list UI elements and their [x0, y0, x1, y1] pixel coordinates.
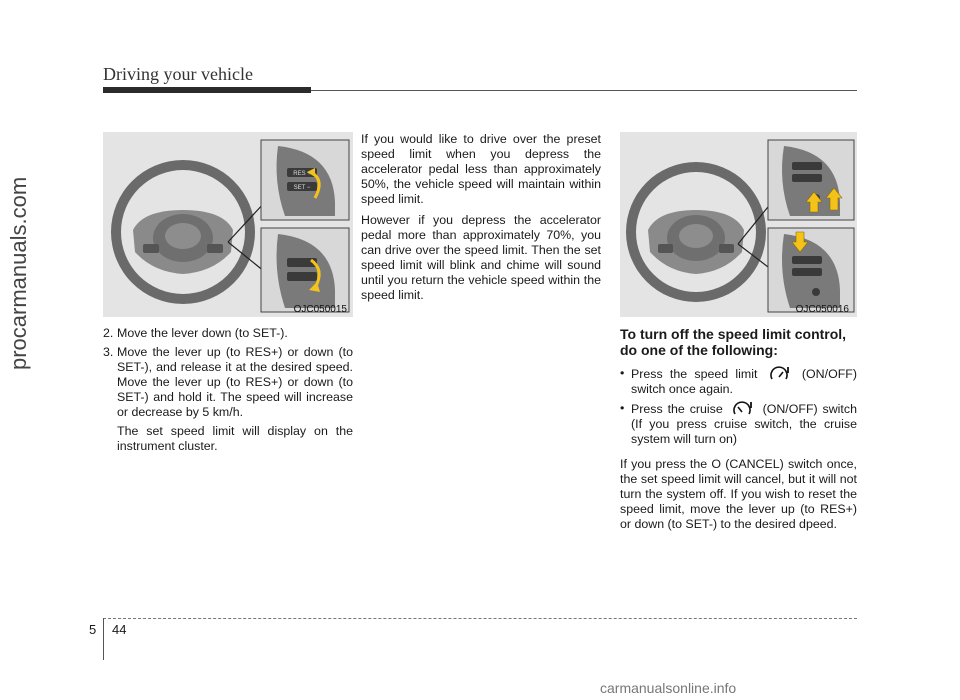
step-3-number: 3. — [103, 345, 114, 359]
step-2-number: 2. — [103, 326, 114, 340]
speed-limit-icon — [769, 366, 791, 382]
turn-off-heading: To turn off the speed limit control, do one of the following: — [620, 326, 847, 358]
paragraph-over-limit: However if you depress the accelerator pedal more than approximately 70%, you can drive over the speed limit. Then the set speed limit will blink and chime will sound until you return the vehicle speed within the speed limit. — [361, 213, 601, 302]
footer-dashed-rule — [103, 618, 857, 619]
figure-code-left: OJC050015 — [293, 304, 347, 315]
bullet-2-lead: Press the cruise — [631, 402, 723, 416]
side-watermark: procarmanuals.com — [6, 176, 31, 370]
footer-vertical-rule — [103, 618, 104, 660]
step-2 — [103, 326, 353, 341]
bullet-cruise — [620, 401, 857, 447]
step-3 — [103, 345, 353, 420]
steering-wheel-figure-left — [103, 132, 353, 317]
left-column — [103, 326, 353, 460]
header-rule — [311, 90, 857, 91]
figure-code-right: OJC050016 — [795, 304, 849, 315]
paragraph-preset-limit: If you would like to drive over the preset speed limit when you depress the accelerator pedal less than approximately 50%, the vehicle speed will maintain within speed limit. — [361, 132, 601, 206]
middle-column — [361, 132, 601, 309]
cruise-icon — [732, 401, 754, 417]
bullet-dot: • — [620, 366, 625, 380]
bullet-2-rest: (ON/OFF) switch (If you press cruise switch, the cruise system will turn on) — [631, 402, 857, 446]
page-number: 44 — [112, 622, 127, 637]
footer-watermark: carmanualsonline.info — [600, 680, 737, 696]
steering-wheel-illustration — [103, 132, 353, 317]
right-column — [620, 326, 857, 538]
set-label: SET − — [293, 185, 311, 191]
paragraph-cancel: If you press the O (CANCEL) switch once, the set speed limit will cancel, but it will not turn the system off. If you wish to reset the speed limit, move the lever up (to RES+) or down (to SET-) to the desired dpeed. — [620, 457, 857, 531]
cluster-note: The set speed limit will display on the instrument cluster. — [117, 424, 353, 453]
bullet-dot: • — [620, 401, 625, 415]
step-3-text: Move the lever up (to RES+) or down (to SET-), and release it at the desired speed. Move the lever up (to RES+) or down (to SET-) and hold it. The speed will increase or decrease by 5 km/h. — [117, 345, 353, 419]
res-label: RES + — [293, 171, 311, 177]
steering-wheel-illustration-right — [620, 132, 857, 317]
bullet-1-lead: Press the speed limit — [631, 367, 758, 381]
header-bar — [103, 87, 311, 93]
section-title: Driving your vehicle — [103, 64, 253, 84]
bullet-1-rest: (ON/OFF) switch once again. — [631, 367, 857, 396]
steering-wheel-figure-right — [620, 132, 857, 317]
step-2-text: Move the lever down (to SET-). — [117, 326, 288, 340]
section-number: 5 — [89, 622, 97, 637]
bullet-speed-limit — [620, 366, 857, 397]
